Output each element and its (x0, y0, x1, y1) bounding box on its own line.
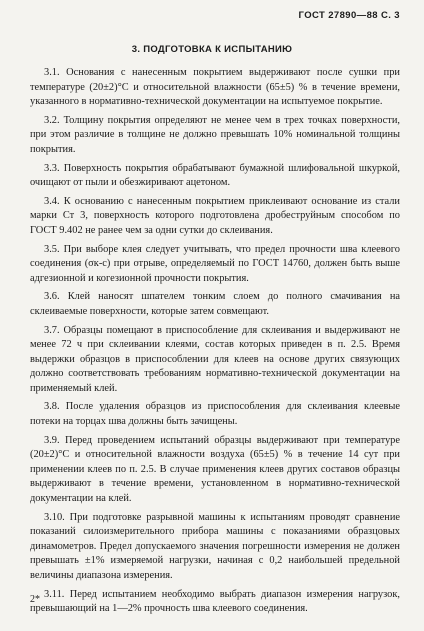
paragraph-3-3: 3.3. Поверхность покрытия обрабатывают бумажной шлифовальной шкуркой, очищают от пыли и обезжиривают ацетоном. (30, 162, 400, 189)
paragraph-3-4: 3.4. К основанию с нанесенным покрытием приклеивают основание из стали марки Ст 3, поверхность которого подготовлена дробеструйным способом по ГОСТ 9.402 не ранее чем за одни сутки до склеивания. (30, 195, 400, 236)
paragraph-3-9: 3.9. Перед проведением испытаний образцы выдерживают при температуре (20±2)°С и относительной влажности воздуха (65±5) % в течение 14 сут при применении клеев по п. 2.5. В случае применения клеев других составов образцы выдерживают в течение времени, установленном в нормативно-технической документации на клей. (30, 434, 400, 505)
paragraph-3-7: 3.7. Образцы помещают в приспособление для склеивания и выдерживают не менее 72 ч при склеивании клеями, состав которых приведен в п. 2.5. Время выдержки образцов в приспособлении для клеев на основе других связующих должно соответствовать требованиям нормативно-технической документации на применяемый клей. (30, 324, 400, 394)
paragraph-3-1: 3.1. Основания с нанесенным покрытием выдерживают после сушки при температуре (20±2)°С и относительной влажности (65±5) % в течение времени, указанного в нормативно-технической документации на испытуемое покрытие. (30, 67, 400, 108)
paragraph-3-10: 3.10. При подготовке разрывной машины к испытаниям проводят сравнение показаний силоизмерительного прибора машины с показаниями образцовых динамометров. Предел допускаемого значения погрешности измерения не должен превышать ±1% измеряемой нагрузки, начиная с 0,2 наибольшей предельной величины диапазона измерения. (30, 511, 400, 581)
paragraph-3-11: 3.11. Перед испытанием необходимо выбрать диапазон измерения нагрузок, превышающий на 1—2% прочность шва клеевого соединения. (30, 588, 400, 615)
page-header: ГОСТ 27890—88 С. 3 (298, 10, 400, 21)
paragraph-3-2: 3.2. Толщину покрытия определяют не менее чем в трех точках поверхности, при этом различие в толщине не должно превышать 10% номинальной толщины покрытия. (30, 114, 400, 155)
section-title: 3. ПОДГОТОВКА К ИСПЫТАНИЮ (131, 44, 293, 55)
document-body (30, 66, 400, 621)
paragraph-3-8: 3.8. После удаления образцов из приспособления для склеивания клеевые потеки на торцах шва должны быть зачищены. (30, 401, 400, 428)
paragraph-3-5: 3.5. При выборе клея следует учитывать, что предел прочности шва клеевого соединения (σк-с) при отрыве, определяемый по ГОСТ 14760, должен быть выше адгезионной и когезионной прочности покрытия. (30, 243, 400, 284)
page-footer-mark: 2* (30, 594, 40, 605)
paragraph-3-6: 3.6. Клей наносят шпателем тонким слоем до полного смачивания на склеиваемые поверхности, которые затем совмещают. (30, 291, 400, 317)
